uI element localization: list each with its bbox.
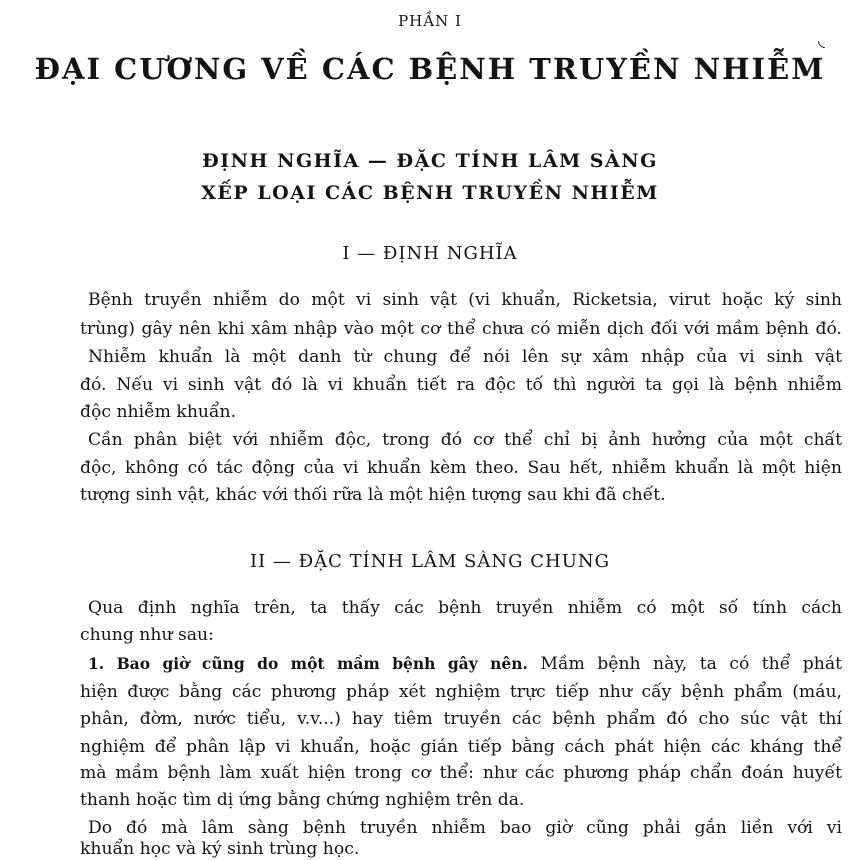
paragraph-line: độc nhiễm khuẩn. xyxy=(80,402,237,422)
section-1-title: I — ĐỊNH NGHĨA xyxy=(342,243,518,264)
part-label: PHẦN I xyxy=(398,12,462,30)
subtitle-line-2: XẾP LOẠI CÁC BỆNH TRUYỀN NHIỄM xyxy=(201,182,659,204)
scan-speck: ◟ xyxy=(818,30,825,51)
paragraph-line: thanh hoặc tìm dị ứng bằng chứng nghiệm trên da. xyxy=(80,790,525,810)
paragraph-line: tượng sinh vật, khác với thối rữa là một hiện tượng sau khi đã chết. xyxy=(80,485,666,505)
subtitle-line-1: ĐỊNH NGHĨA — ĐẶC TÍNH LÂM SÀNG xyxy=(202,150,658,172)
main-title: ĐẠI CƯƠNG VỀ CÁC BỆNH TRUYỀN NHIỄM xyxy=(34,52,826,86)
paragraph-line: Do đó mà lâm sàng bệnh truyền nhiễm bao giờ cũng phải gắn liền với vi xyxy=(88,818,842,838)
paragraph-line: đó. Nếu vi sinh vật đó là vi khuẩn tiết ra độc tố thì người ta gọi là bệnh nhiễm xyxy=(80,375,842,395)
point-1-lead: 1. Bao giờ cũng do một mầm bệnh gây nên. xyxy=(88,654,528,673)
point-1-first-line xyxy=(88,653,842,675)
paragraph-line: phân, đờm, nước tiểu, v.v...) hay tiêm truyền các bệnh phẩm đó cho súc vật thí xyxy=(80,709,842,729)
paragraph-line: trùng) gây nên khi xâm nhập vào một cơ thể chưa có miễn dịch đối với mầm bệnh đó. xyxy=(80,319,842,339)
paragraph-line: Bệnh truyền nhiễm do một vi sinh vật (vi khuẩn, Ricketsia, virut hoặc ký sinh xyxy=(88,290,842,310)
section-2-title: II — ĐẶC TÍNH LÂM SÀNG CHUNG xyxy=(249,551,611,572)
paragraph-line: khuẩn học và ký sinh trùng học. xyxy=(80,839,360,859)
paragraph-line: hiện được bằng các phương pháp xét nghiệm trực tiếp như cấy bệnh phẩm (máu, xyxy=(80,682,842,702)
paragraph-line: mà mầm bệnh làm xuất hiện trong cơ thể: như các phương pháp chẩn đoán huyết xyxy=(80,763,842,783)
paragraph-line: chung như sau: xyxy=(80,625,214,645)
paragraph-line: Nhiễm khuẩn là một danh từ chung để nói lên sự xâm nhập của vi sinh vật xyxy=(88,347,842,367)
point-1-first-rest: Mầm bệnh này, ta có thể phát xyxy=(527,654,842,674)
paragraph-line: nghiệm để phân lập vi khuẩn, hoặc gián tiếp bằng cách phát hiện các kháng thể xyxy=(80,737,842,757)
paragraph-line: Qua định nghĩa trên, ta thấy các bệnh truyền nhiễm có một số tính cách xyxy=(88,598,842,618)
paragraph-line: độc, không có tác động của vi khuẩn kèm theo. Sau hết, nhiễm khuẩn là một hiện xyxy=(80,458,842,478)
paragraph-line: Cần phân biệt với nhiễm độc, trong đó cơ thể chỉ bị ảnh hưởng của một chất xyxy=(88,430,842,450)
